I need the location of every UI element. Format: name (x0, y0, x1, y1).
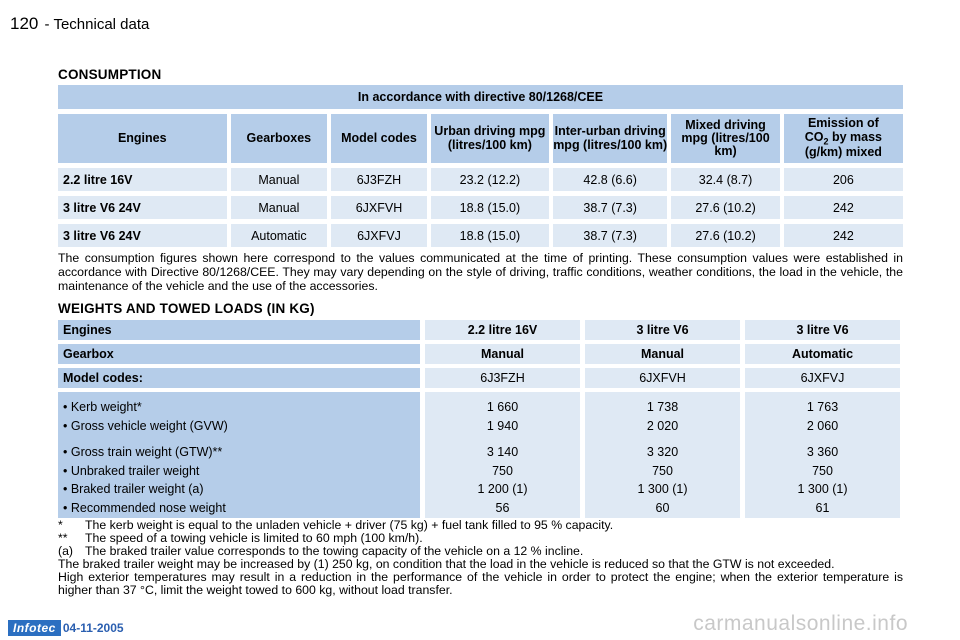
weights-heading: WEIGHTS AND TOWED LOADS (IN KG) (58, 301, 315, 316)
engine-col-1: 2.2 litre 16V (425, 320, 580, 340)
consumption-header-row (58, 114, 903, 163)
weights-footnotes (58, 519, 903, 597)
gearbox-col-1: Manual (425, 344, 580, 364)
print-date: 04-11-2005 (62, 621, 124, 635)
weights-table (58, 320, 903, 518)
table-cell: Automatic (231, 224, 328, 247)
footnote-mark: (a) (58, 544, 74, 558)
footnote-text: The braked trailer value corresponds to the towing capacity of the vehicle on a 12 % incline. (85, 544, 584, 558)
weight-values-col-1 (425, 392, 580, 518)
weight-value: 2 060 (806, 418, 839, 433)
weight-value: 60 (655, 500, 670, 515)
weight-item-label: • Gross train weight (GTW)** (63, 445, 223, 459)
weight-item-label: • Gross vehicle weight (GVW) (63, 418, 228, 433)
table-cell: 23.2 (12.2) (431, 168, 549, 191)
weights-codes-row (58, 368, 903, 388)
table-cell: 242 (784, 196, 903, 219)
footnote-mark: ** (58, 531, 68, 545)
weight-value: 750 (492, 463, 513, 478)
extra-note: The braked trailer weight may be increased by (1) 250 kg, on condition that the load in the vehicle is reduced so that the GTW is not exceeded. (58, 557, 835, 571)
table-cell: 42.8 (6.6) (553, 168, 667, 191)
engine-col-2: 3 litre V6 (585, 320, 740, 340)
weights-gearbox-row (58, 344, 903, 364)
table-row (58, 196, 903, 219)
header-mixed: Mixed driving mpg (litres/100 km) (671, 114, 779, 163)
footnote-text: The speed of a towing vehicle is limited to 60 mph (100 km/h). (85, 531, 423, 545)
table-row (58, 168, 903, 191)
weight-value: 56 (495, 500, 510, 515)
table-row (58, 224, 903, 247)
weight-value: 1 200 (1) (477, 482, 528, 496)
page-header (10, 14, 149, 34)
table-cell: 3 litre V6 24V (58, 224, 227, 247)
weight-value: 3 140 (486, 445, 519, 459)
weight-value: 61 (815, 500, 830, 515)
weight-item-label: • Kerb weight* (63, 400, 142, 414)
footnote-mark: * (58, 518, 63, 532)
weight-value: 1 660 (486, 400, 519, 414)
weight-value: 1 738 (646, 400, 679, 414)
code-col-1: 6J3FZH (425, 368, 580, 388)
table-cell: 6J3FZH (331, 168, 427, 191)
weight-value: 1 940 (486, 418, 519, 433)
footnote-text: The kerb weight is equal to the unladen vehicle + driver (75 kg) + fuel tank filled to 95 % capacity. (85, 518, 614, 532)
table-cell: 6JXFVJ (331, 224, 427, 247)
gearbox-label: Gearbox (58, 344, 420, 364)
extra-note: High exterior temperatures may result in a reduction in the performance of the vehicle in order to protect the engine; when the exterior temperature is higher than 37 °C, limit the weight towed to 600 kg, without load transfer. (58, 570, 903, 597)
table-cell: 32.4 (8.7) (671, 168, 779, 191)
gearbox-col-2: Manual (585, 344, 740, 364)
gearbox-col-3: Automatic (745, 344, 900, 364)
header-inter-urban: Inter-urban driving mpg (litres/100 km) (553, 114, 667, 163)
code-col-2: 6JXFVH (585, 368, 740, 388)
directive-banner: In accordance with directive 80/1268/CEE (58, 85, 903, 109)
consumption-table (58, 85, 903, 247)
engine-col-3: 3 litre V6 (745, 320, 900, 340)
weight-value: 750 (812, 463, 833, 478)
header-engines: Engines (58, 114, 227, 163)
page-footer (8, 620, 124, 636)
consumption-heading: CONSUMPTION (58, 67, 162, 82)
table-cell: 18.8 (15.0) (431, 224, 549, 247)
table-cell: 38.7 (7.3) (553, 196, 667, 219)
table-cell: 206 (784, 168, 903, 191)
weight-values-col-2 (585, 392, 740, 518)
weights-engines-row (58, 320, 903, 340)
watermark: carmanualsonline.info (693, 612, 908, 635)
table-cell: 27.6 (10.2) (671, 196, 779, 219)
table-cell: 6JXFVH (331, 196, 427, 219)
table-cell: 27.6 (10.2) (671, 224, 779, 247)
weight-value: 750 (652, 463, 673, 478)
section-title: Technical data (53, 16, 150, 33)
header-dash: - (44, 16, 50, 33)
weights-values-block (58, 392, 903, 518)
codes-label: Model codes: (58, 368, 420, 388)
table-cell: 2.2 litre 16V (58, 168, 227, 191)
header-gearboxes: Gearboxes (231, 114, 328, 163)
weight-value: 3 360 (806, 445, 839, 459)
weight-value: 1 763 (806, 400, 839, 414)
table-cell: Manual (231, 196, 328, 219)
table-cell: 242 (784, 224, 903, 247)
consumption-note: The consumption figures shown here correspond to the values communicated at the time of printing. These consumption values were established in accordance with Directive 80/1268/CEE. They may vary depending on the style of driving, traffic conditions, weather conditions, the load in the vehicle, the maintenance of the vehicle and the use of the accessories. (58, 251, 903, 293)
table-cell: 38.7 (7.3) (553, 224, 667, 247)
header-urban: Urban driving mpg (litres/100 km) (431, 114, 549, 163)
weight-value: 1 300 (1) (797, 482, 848, 496)
header-emission: Emission of $CO_2$ by mass (g/km) mixed (784, 114, 903, 163)
header-model-codes: Model codes (331, 114, 427, 163)
table-cell: Manual (231, 168, 328, 191)
weight-item-label: • Unbraked trailer weight (63, 463, 200, 478)
weight-value: 2 020 (646, 418, 679, 433)
engines-label: Engines (58, 320, 420, 340)
table-cell: 18.8 (15.0) (431, 196, 549, 219)
weight-values-col-3 (745, 392, 900, 518)
weight-item-labels (58, 392, 420, 518)
code-col-3: 6JXFVJ (745, 368, 900, 388)
infotec-logo: Infotec (8, 620, 61, 636)
weight-item-label: • Braked trailer weight (a) (63, 482, 204, 496)
weight-value: 1 300 (1) (637, 482, 688, 496)
table-cell: 3 litre V6 24V (58, 196, 227, 219)
weight-item-label: • Recommended nose weight (63, 500, 226, 515)
page-number: 120 (10, 14, 39, 33)
weight-value: 3 320 (646, 445, 679, 459)
